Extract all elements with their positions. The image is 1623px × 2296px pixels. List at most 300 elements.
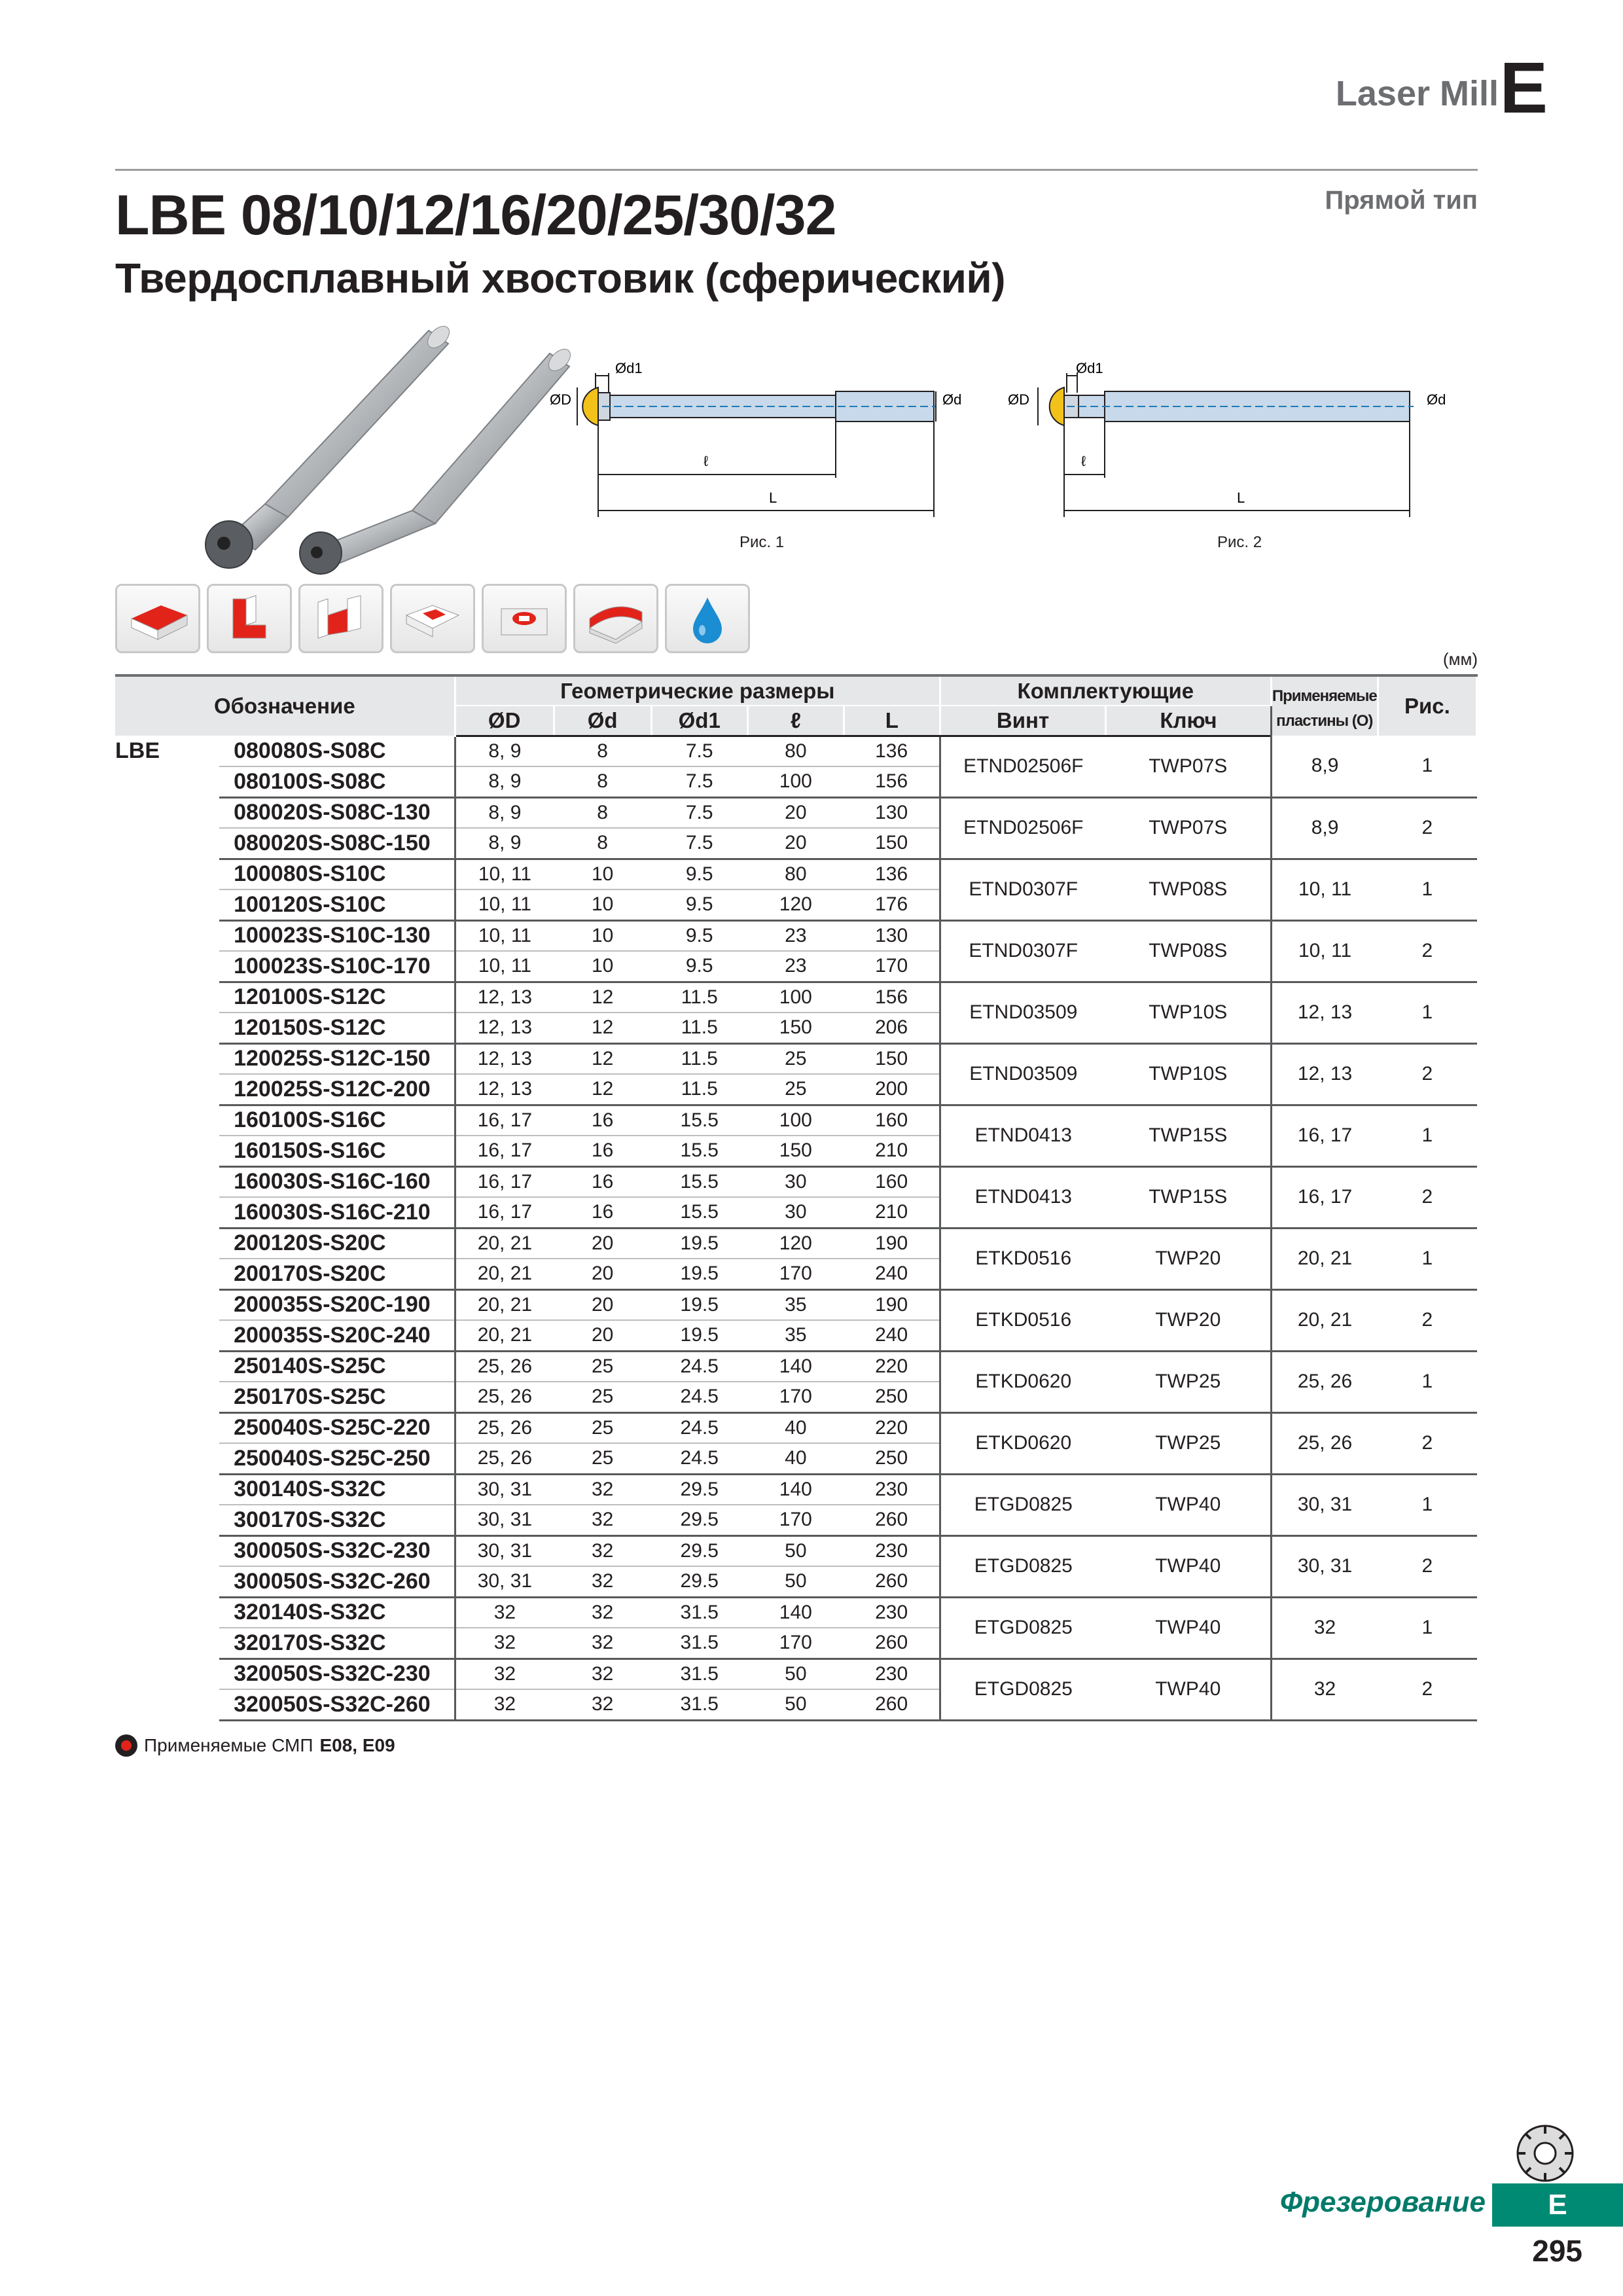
cell-od: 10: [554, 859, 651, 889]
cell-inserts: 12, 13: [1271, 982, 1378, 1043]
table-body: [115, 736, 1477, 1720]
cell-od1: 29.5: [651, 1535, 747, 1566]
cell-l: 140: [747, 1597, 844, 1628]
cell-l: 100: [747, 1105, 844, 1136]
cell-screw: ETND03509: [940, 982, 1105, 1043]
cell-od1: 29.5: [651, 1505, 747, 1535]
cell-l: 20: [747, 828, 844, 859]
cell-screw: ETND0413: [940, 1105, 1105, 1166]
designation-cell: 250040S-S25C-250: [219, 1443, 455, 1474]
cell-oD: 25, 26: [455, 1412, 554, 1443]
cell-od: 8: [554, 797, 651, 828]
cell-oD: 25, 26: [455, 1351, 554, 1382]
cell-oD: 32: [455, 1597, 554, 1628]
cell-screw: ETND0307F: [940, 859, 1105, 920]
table-row: [115, 1043, 1477, 1074]
cell-oD: 8, 9: [455, 766, 554, 797]
page-subtitle: Твердосплавный хвостовик (сферический): [115, 255, 1006, 302]
cell-screw: ETGD0825: [940, 1659, 1105, 1720]
cell-fig: 1: [1378, 1228, 1476, 1289]
cell-oD: 8, 9: [455, 828, 554, 859]
cell-key: TWP20: [1106, 1289, 1272, 1351]
cell-od1: 29.5: [651, 1474, 747, 1505]
cell-key: TWP40: [1106, 1474, 1272, 1535]
cell-od: 16: [554, 1105, 651, 1136]
cell-od: 32: [554, 1597, 651, 1628]
cell-od: 32: [554, 1566, 651, 1597]
fig2-label-od1: Ød1: [1076, 360, 1103, 376]
cell-screw: ETND02506F: [940, 797, 1105, 859]
table-row: [115, 1474, 1477, 1505]
cell-od1: 11.5: [651, 1074, 747, 1105]
cell-oD: 10, 11: [455, 951, 554, 982]
table-row: [115, 1659, 1477, 1689]
fig1-label-oD: ØD: [550, 391, 571, 408]
cell-inserts: 32: [1271, 1597, 1378, 1659]
cell-od1: 24.5: [651, 1351, 747, 1382]
cell-L: 260: [844, 1689, 940, 1720]
cell-od: 25: [554, 1351, 651, 1382]
table-row: [115, 1105, 1477, 1136]
cell-od1: 29.5: [651, 1566, 747, 1597]
cell-inserts: 16, 17: [1271, 1105, 1378, 1166]
cell-L: 260: [844, 1505, 940, 1535]
cell-od1: 31.5: [651, 1628, 747, 1659]
cell-od1: 9.5: [651, 951, 747, 982]
cell-oD: 32: [455, 1659, 554, 1689]
fig1-label-L: L: [769, 490, 777, 506]
cell-key: TWP40: [1106, 1659, 1272, 1720]
fig1-caption: Рис. 1: [740, 533, 785, 551]
cell-l: 170: [747, 1505, 844, 1535]
cell-od: 16: [554, 1136, 651, 1166]
cell-od: 12: [554, 1074, 651, 1105]
cell-od: 32: [554, 1535, 651, 1566]
cell-inserts: 30, 31: [1271, 1535, 1378, 1597]
designation-cell: 200035S-S20C-190: [219, 1289, 455, 1320]
cell-fig: 1: [1378, 982, 1476, 1043]
cell-l: 25: [747, 1043, 844, 1074]
designation-cell: 200120S-S20C: [219, 1228, 455, 1259]
designation-cell: 320170S-S32C: [219, 1628, 455, 1659]
cell-key: TWP15S: [1106, 1166, 1272, 1228]
cell-l: 170: [747, 1628, 844, 1659]
cell-od: 12: [554, 1043, 651, 1074]
cell-fig: 1: [1378, 1105, 1476, 1166]
designation-cell: 250170S-S25C: [219, 1382, 455, 1412]
cell-oD: 32: [455, 1628, 554, 1659]
designation-cell: 300140S-S32C: [219, 1474, 455, 1505]
cell-L: 130: [844, 920, 940, 951]
cell-key: TWP10S: [1106, 982, 1272, 1043]
header-oD: ØD: [455, 706, 554, 736]
cell-L: 206: [844, 1013, 940, 1043]
note-label: Применяемые СМП: [144, 1735, 313, 1755]
cell-od1: 31.5: [651, 1597, 747, 1628]
cell-fig: 1: [1378, 736, 1476, 797]
designation-cell: 100023S-S10C-130: [219, 920, 455, 951]
cell-od1: 19.5: [651, 1259, 747, 1289]
fig1-label-od1: Ød1: [615, 360, 643, 376]
page-number: 295: [1532, 2234, 1582, 2268]
header-divider: [115, 169, 1478, 171]
type-label: Прямой тип: [1325, 186, 1478, 215]
cell-l: 170: [747, 1382, 844, 1412]
cell-od: 20: [554, 1259, 651, 1289]
cell-screw: ETND02506F: [940, 736, 1105, 797]
cell-key: TWP07S: [1106, 797, 1272, 859]
section-letter: E: [1499, 48, 1548, 128]
cell-l: 50: [747, 1535, 844, 1566]
cell-l: 80: [747, 736, 844, 766]
cell-key: TWP08S: [1106, 859, 1272, 920]
cell-L: 160: [844, 1166, 940, 1197]
cell-oD: 16, 17: [455, 1105, 554, 1136]
cell-l: 35: [747, 1320, 844, 1351]
cell-oD: 30, 31: [455, 1505, 554, 1535]
cell-L: 230: [844, 1535, 940, 1566]
cell-inserts: 8,9: [1271, 797, 1378, 859]
cell-l: 100: [747, 982, 844, 1013]
cell-L: 210: [844, 1197, 940, 1228]
cell-key: TWP25: [1106, 1351, 1272, 1412]
fig1-label-l: ℓ: [704, 453, 709, 469]
cell-od: 12: [554, 1013, 651, 1043]
cell-screw: ETGD0825: [940, 1474, 1105, 1535]
cell-l: 150: [747, 1013, 844, 1043]
cell-inserts: 30, 31: [1271, 1474, 1378, 1535]
designation-cell: 250040S-S25C-220: [219, 1412, 455, 1443]
cell-oD: 30, 31: [455, 1474, 554, 1505]
cell-L: 260: [844, 1628, 940, 1659]
cell-fig: 2: [1378, 920, 1476, 982]
cell-od1: 19.5: [651, 1320, 747, 1351]
table-row: [115, 1166, 1477, 1197]
applicable-inserts-note: [115, 1734, 395, 1757]
page-title: LBE 08/10/12/16/20/25/30/32: [115, 184, 836, 247]
cell-od1: 7.5: [651, 797, 747, 828]
table-row: [115, 1597, 1477, 1628]
cell-L: 250: [844, 1382, 940, 1412]
cell-od: 8: [554, 828, 651, 859]
cell-od1: 9.5: [651, 920, 747, 951]
header-od: Ød: [554, 706, 651, 736]
cell-l: 30: [747, 1166, 844, 1197]
cell-L: 260: [844, 1566, 940, 1597]
cell-oD: 16, 17: [455, 1166, 554, 1197]
cell-od1: 11.5: [651, 1013, 747, 1043]
cell-od1: 9.5: [651, 889, 747, 920]
cell-oD: 12, 13: [455, 982, 554, 1013]
cell-od: 16: [554, 1166, 651, 1197]
cell-L: 150: [844, 1043, 940, 1074]
designation-cell: 100023S-S10C-170: [219, 951, 455, 982]
fig2-label-oD: ØD: [1008, 391, 1029, 408]
designation-cell: 120025S-S12C-150: [219, 1043, 455, 1074]
unit-label: (мм): [1442, 649, 1478, 669]
table-row: [115, 797, 1477, 828]
cell-od: 10: [554, 920, 651, 951]
cell-screw: ETND0413: [940, 1166, 1105, 1228]
cell-l: 50: [747, 1659, 844, 1689]
cell-l: 30: [747, 1197, 844, 1228]
cell-key: TWP10S: [1106, 1043, 1272, 1105]
table-row: [115, 1351, 1477, 1382]
cell-l: 25: [747, 1074, 844, 1105]
cell-L: 230: [844, 1474, 940, 1505]
cell-oD: 16, 17: [455, 1197, 554, 1228]
cell-od: 25: [554, 1443, 651, 1474]
fig2-label-L: L: [1237, 490, 1245, 506]
cell-screw: ETKD0516: [940, 1228, 1105, 1289]
cell-oD: 32: [455, 1689, 554, 1720]
cell-L: 200: [844, 1074, 940, 1105]
cell-L: 240: [844, 1259, 940, 1289]
cell-fig: 2: [1378, 1412, 1476, 1474]
cell-od1: 11.5: [651, 1043, 747, 1074]
fig2-label-l: ℓ: [1081, 453, 1086, 469]
cell-oD: 25, 26: [455, 1443, 554, 1474]
cell-fig: 2: [1378, 1659, 1476, 1720]
designation-cell: 300170S-S32C: [219, 1505, 455, 1535]
cell-od1: 15.5: [651, 1197, 747, 1228]
cell-inserts: 16, 17: [1271, 1166, 1378, 1228]
cell-l: 20: [747, 797, 844, 828]
cell-od1: 7.5: [651, 736, 747, 766]
designation-cell: 320050S-S32C-230: [219, 1659, 455, 1689]
cell-od: 20: [554, 1289, 651, 1320]
cell-l: 23: [747, 920, 844, 951]
cell-od: 10: [554, 951, 651, 982]
designation-cell: 320140S-S32C: [219, 1597, 455, 1628]
slot-milling-icon: [298, 584, 383, 653]
cell-od1: 24.5: [651, 1382, 747, 1412]
cell-od1: 24.5: [651, 1412, 747, 1443]
header-designation: Обозначение: [115, 675, 455, 736]
cell-key: TWP20: [1106, 1228, 1272, 1289]
designation-cell: 080080S-S08C: [219, 736, 455, 766]
cell-od: 12: [554, 982, 651, 1013]
figure-1: [543, 353, 988, 551]
cell-od: 10: [554, 889, 651, 920]
cell-l: 40: [747, 1443, 844, 1474]
cell-screw: ETND0307F: [940, 920, 1105, 982]
designation-cell: 300050S-S32C-260: [219, 1566, 455, 1597]
cell-od1: 7.5: [651, 766, 747, 797]
designation-cell: 160030S-S16C-160: [219, 1166, 455, 1197]
cell-L: 170: [844, 951, 940, 982]
designation-cell: 160030S-S16C-210: [219, 1197, 455, 1228]
coolant-icon: [665, 584, 750, 653]
cell-od1: 31.5: [651, 1659, 747, 1689]
cell-oD: 25, 26: [455, 1382, 554, 1412]
cell-oD: 10, 11: [455, 859, 554, 889]
cell-L: 156: [844, 766, 940, 797]
cell-L: 130: [844, 797, 940, 828]
cell-oD: 8, 9: [455, 736, 554, 766]
cell-od: 32: [554, 1659, 651, 1689]
application-icons: [115, 584, 750, 653]
designation-cell: 200035S-S20C-240: [219, 1320, 455, 1351]
cell-inserts: 32: [1271, 1659, 1378, 1720]
cell-oD: 12, 13: [455, 1074, 554, 1105]
cell-L: 220: [844, 1351, 940, 1382]
designation-cell: 120150S-S12C: [219, 1013, 455, 1043]
cell-L: 230: [844, 1659, 940, 1689]
table-row: [115, 1412, 1477, 1443]
fig2-caption: Рис. 2: [1217, 533, 1262, 551]
footer-section: Фрезерование: [1279, 2186, 1486, 2218]
designation-cell: 160100S-S16C: [219, 1105, 455, 1136]
cell-screw: ETND03509: [940, 1043, 1105, 1105]
series-label: LBE: [115, 738, 160, 763]
cell-L: 240: [844, 1320, 940, 1351]
designation-cell: 080100S-S08C: [219, 766, 455, 797]
table-row: [115, 736, 1477, 766]
cell-l: 40: [747, 1412, 844, 1443]
cell-fig: 2: [1378, 1535, 1476, 1597]
cell-od1: 15.5: [651, 1166, 747, 1197]
table-row: [115, 920, 1477, 951]
cell-od1: 9.5: [651, 859, 747, 889]
designation-cell: 300050S-S32C-230: [219, 1535, 455, 1566]
cell-l: 80: [747, 859, 844, 889]
cell-od1: 11.5: [651, 982, 747, 1013]
cell-screw: ETKD0620: [940, 1412, 1105, 1474]
cell-od: 8: [554, 766, 651, 797]
cell-L: 156: [844, 982, 940, 1013]
header-screw: Винт: [940, 706, 1105, 736]
cell-l: 140: [747, 1351, 844, 1382]
cell-l: 170: [747, 1259, 844, 1289]
header-L: L: [844, 706, 940, 736]
cell-od1: 19.5: [651, 1228, 747, 1259]
pocket-milling-icon: [207, 584, 292, 653]
cell-key: TWP07S: [1106, 736, 1272, 797]
cell-l: 100: [747, 766, 844, 797]
cell-L: 150: [844, 828, 940, 859]
cell-od1: 15.5: [651, 1105, 747, 1136]
table-row: [115, 1289, 1477, 1320]
cell-key: TWP15S: [1106, 1105, 1272, 1166]
cell-od: 32: [554, 1505, 651, 1535]
cell-od: 32: [554, 1474, 651, 1505]
cell-inserts: 8,9: [1271, 736, 1378, 797]
header-key: Ключ: [1106, 706, 1272, 736]
cell-inserts: 10, 11: [1271, 859, 1378, 920]
header-od1: Ød1: [651, 706, 747, 736]
cell-od1: 19.5: [651, 1289, 747, 1320]
cell-oD: 8, 9: [455, 797, 554, 828]
cell-fig: 2: [1378, 1166, 1476, 1228]
cell-L: 176: [844, 889, 940, 920]
cell-screw: ETGD0825: [940, 1597, 1105, 1659]
cell-inserts: 12, 13: [1271, 1043, 1378, 1105]
cell-l: 35: [747, 1289, 844, 1320]
cell-fig: 2: [1378, 1289, 1476, 1351]
cell-inserts: 20, 21: [1271, 1289, 1378, 1351]
reference-arrow-icon: [115, 1734, 137, 1757]
table-row: [115, 1535, 1477, 1566]
cell-od1: 7.5: [651, 828, 747, 859]
cell-screw: ETGD0825: [940, 1535, 1105, 1597]
cell-screw: ETKD0620: [940, 1351, 1105, 1412]
designation-cell: 120025S-S12C-200: [219, 1074, 455, 1105]
cell-l: 120: [747, 1228, 844, 1259]
cell-od: 8: [554, 736, 651, 766]
cell-L: 190: [844, 1228, 940, 1259]
cell-inserts: 25, 26: [1271, 1351, 1378, 1412]
cell-inserts: 10, 11: [1271, 920, 1378, 982]
cell-L: 136: [844, 859, 940, 889]
header-geometry: Геометрические размеры: [455, 675, 940, 706]
cell-fig: 1: [1378, 1597, 1476, 1659]
designation-cell: 160150S-S16C: [219, 1136, 455, 1166]
cell-l: 150: [747, 1136, 844, 1166]
product-photo: [124, 314, 582, 576]
cell-l: 50: [747, 1566, 844, 1597]
table-row: [115, 982, 1477, 1013]
cell-od: 20: [554, 1228, 651, 1259]
note-value: E08, E09: [319, 1735, 395, 1755]
designation-cell: 080020S-S08C-130: [219, 797, 455, 828]
cell-od: 32: [554, 1628, 651, 1659]
cell-fig: 1: [1378, 1474, 1476, 1535]
cell-oD: 20, 21: [455, 1228, 554, 1259]
header-l: ℓ: [747, 706, 844, 736]
header-components: Комплектующие: [940, 675, 1271, 706]
header-inserts: Применяемые пластины (O): [1271, 675, 1378, 736]
figure-2: [1001, 353, 1472, 551]
fig1-label-od: Ød: [942, 391, 962, 408]
cell-L: 210: [844, 1136, 940, 1166]
cell-l: 120: [747, 889, 844, 920]
cell-oD: 10, 11: [455, 889, 554, 920]
cell-key: TWP40: [1106, 1597, 1272, 1659]
cell-key: TWP08S: [1106, 920, 1272, 982]
cell-od1: 24.5: [651, 1443, 747, 1474]
cell-oD: 20, 21: [455, 1289, 554, 1320]
designation-cell: 120100S-S12C: [219, 982, 455, 1013]
table-row: [115, 1228, 1477, 1259]
cell-L: 190: [844, 1289, 940, 1320]
cell-od: 25: [554, 1382, 651, 1412]
plunge-icon: [482, 584, 567, 653]
cell-L: 220: [844, 1412, 940, 1443]
specification-table: [115, 674, 1478, 1721]
cell-od: 16: [554, 1197, 651, 1228]
cell-l: 50: [747, 1689, 844, 1720]
cell-oD: 10, 11: [455, 920, 554, 951]
cell-oD: 12, 13: [455, 1043, 554, 1074]
designation-cell: 250140S-S25C: [219, 1351, 455, 1382]
header-fig: Рис.: [1378, 675, 1476, 736]
cell-key: TWP25: [1106, 1412, 1272, 1474]
cell-inserts: 25, 26: [1271, 1412, 1378, 1474]
cell-screw: ETKD0516: [940, 1289, 1105, 1351]
cell-fig: 1: [1378, 1351, 1476, 1412]
cell-od: 25: [554, 1412, 651, 1443]
cell-fig: 2: [1378, 797, 1476, 859]
cell-L: 136: [844, 736, 940, 766]
shoulder-milling-icon: [115, 584, 200, 653]
table-row: [115, 859, 1477, 889]
cell-oD: 20, 21: [455, 1259, 554, 1289]
cell-od1: 31.5: [651, 1689, 747, 1720]
designation-cell: 100080S-S10C: [219, 859, 455, 889]
cell-fig: 2: [1378, 1043, 1476, 1105]
cell-L: 250: [844, 1443, 940, 1474]
